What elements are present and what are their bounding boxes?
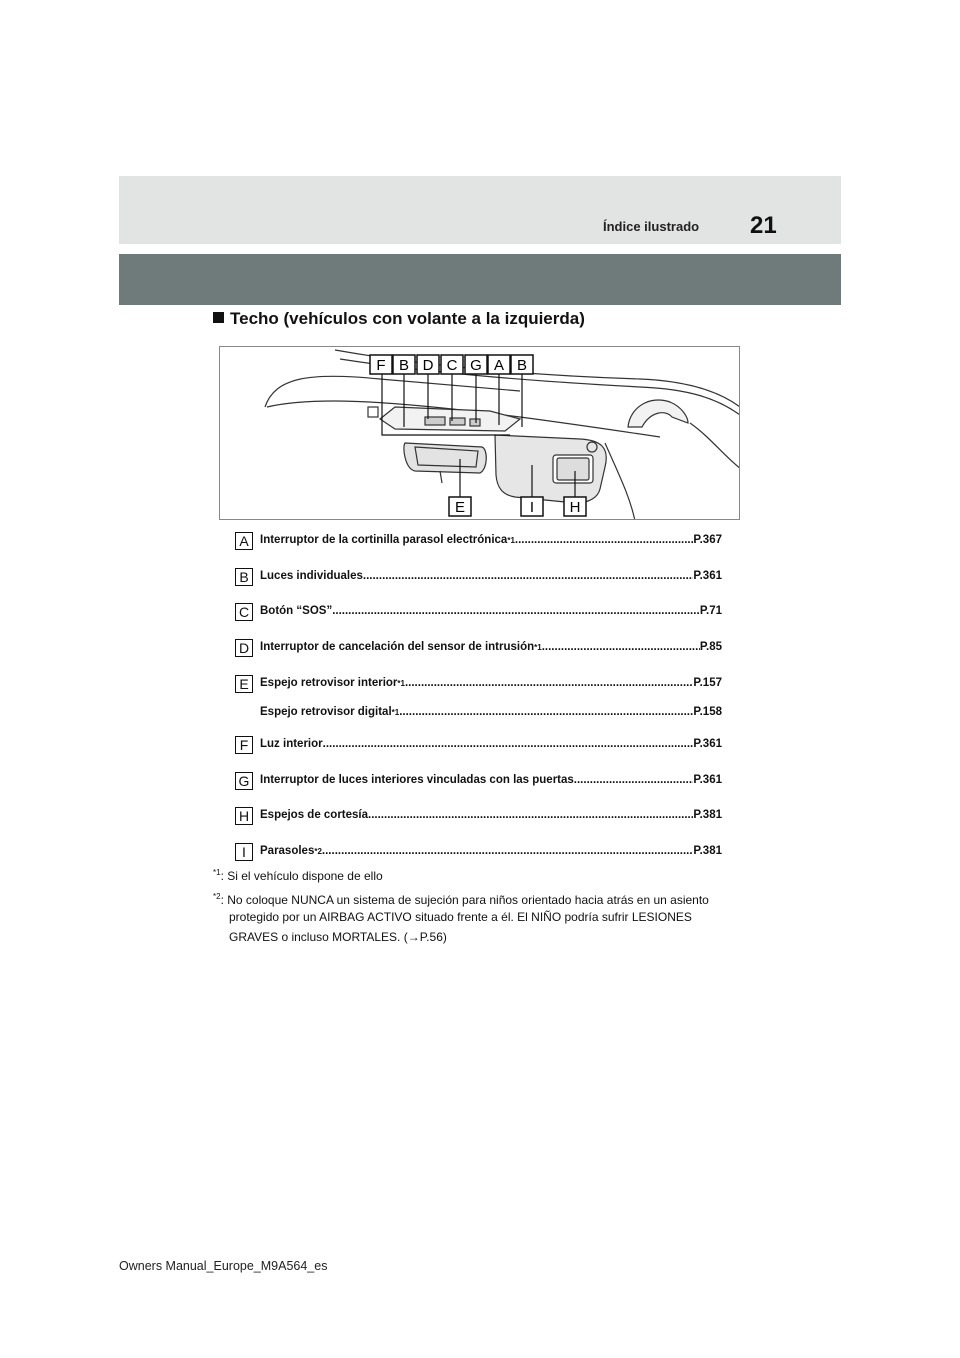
footer-doc-id: Owners Manual_Europe_M9A564_es — [119, 1259, 328, 1273]
callout-C: C — [446, 357, 458, 374]
list-item — [235, 734, 725, 756]
page-reference[interactable]: P.158 — [693, 706, 722, 718]
list-item: Espejo retrovisor digital *1 ..... P.158 — [235, 702, 725, 724]
square-bullet-icon — [213, 312, 224, 323]
callout-F: F — [376, 357, 386, 374]
section-name: Índice ilustrado — [603, 219, 700, 234]
item-badge: D — [235, 639, 253, 657]
header-dark-band — [119, 254, 841, 305]
page-reference[interactable]: P.381 — [693, 845, 722, 857]
item-badge: E — [235, 675, 253, 693]
item-label: Luces individuales — [260, 570, 363, 582]
item-label: Espejo retrovisor interior — [260, 677, 398, 689]
callout-H: H — [569, 499, 581, 516]
section-title-text: Techo (vehículos con volante a la izquierda) — [230, 309, 585, 328]
list-item — [235, 805, 725, 827]
footnote-1: $^{*1}$: Si el vehículo dispone de ello — [213, 868, 383, 883]
callout-A: A — [493, 357, 505, 374]
list-item — [235, 770, 725, 792]
item-label: Luz interior — [260, 738, 323, 750]
page-reference[interactable]: P.381 — [693, 809, 722, 821]
list-item: I Parasoles *2 ..... P.381 — [235, 841, 725, 863]
footnote-text: protegido por un AIRBAG ACTIVO situado frente a él. El NIÑO podría sufrir LESIONES — [229, 910, 692, 924]
callout-G: G — [470, 357, 482, 374]
item-label: Espejos de cortesía — [260, 809, 369, 821]
list-item: A Interruptor de la cortinilla parasol electrónica *1 ..... P.367 — [235, 530, 725, 552]
item-label: Interruptor de cancelación del sensor de intrusión — [260, 641, 535, 653]
item-badge: F — [235, 736, 253, 754]
item-label: Botón “SOS” — [260, 605, 333, 617]
list-item — [235, 601, 725, 623]
page-reference[interactable]: P.157 — [693, 677, 722, 689]
page-reference[interactable]: P.85 — [699, 641, 722, 653]
footnote-mark: *1 — [213, 868, 221, 877]
footnote-text: No coloque NUNCA un sistema de sujeción para niños orientado hacia atrás en un asiento — [227, 893, 709, 907]
roof-drawing — [220, 347, 740, 520]
page-reference[interactable]: P.367 — [693, 534, 722, 546]
page-reference[interactable]: P.361 — [693, 774, 722, 786]
page-reference[interactable]: P.361 — [693, 570, 722, 582]
item-badge: I — [235, 843, 253, 861]
item-badge: G — [235, 772, 253, 790]
callout-E: E — [454, 499, 466, 516]
item-label: Parasoles — [260, 845, 315, 857]
item-label: Espejo retrovisor digital — [260, 706, 392, 718]
callout-I: I — [529, 499, 535, 516]
item-badge: B — [235, 568, 253, 586]
footnote-mark: *2 — [213, 892, 221, 901]
footnote-text: Si el vehículo dispone de ello — [227, 869, 383, 883]
roof-illustration — [219, 346, 740, 520]
item-label: Interruptor de luces interiores vinculadas con las puertas — [260, 774, 574, 786]
page-number: 21 — [750, 212, 777, 239]
item-label: Interruptor de la cortinilla parasol electrónica — [260, 534, 508, 546]
item-badge: A — [235, 532, 253, 550]
header-band — [119, 176, 841, 244]
footnote-text: GRAVES o incluso MORTALES. (→P.56) — [229, 930, 447, 944]
item-badge: C — [235, 603, 253, 621]
item-badge: H — [235, 807, 253, 825]
list-item — [235, 566, 725, 588]
callout-B2: B — [516, 357, 528, 374]
list-item: D Interruptor de cancelación del sensor de intrusión *1 ..... P.85 — [235, 637, 725, 659]
footnote-2: $^{*2}$: No coloque NUNCA un sistema de sujeción para niños orientado hacia atrás en un asiento protegido por un AIRBAG ACTIVO situado frente a él. El NIÑO podría sufrir LESIONES GRAVES o incluso MORTALES. (→P.56) — [213, 892, 709, 947]
page-reference[interactable]: P.361 — [693, 738, 722, 750]
page-reference[interactable]: P.71 — [699, 605, 722, 617]
section-title — [213, 309, 585, 329]
callout-D: D — [422, 357, 434, 374]
list-item: E Espejo retrovisor interior *1 ..... P.157 — [235, 673, 725, 695]
callout-B: B — [398, 357, 410, 374]
